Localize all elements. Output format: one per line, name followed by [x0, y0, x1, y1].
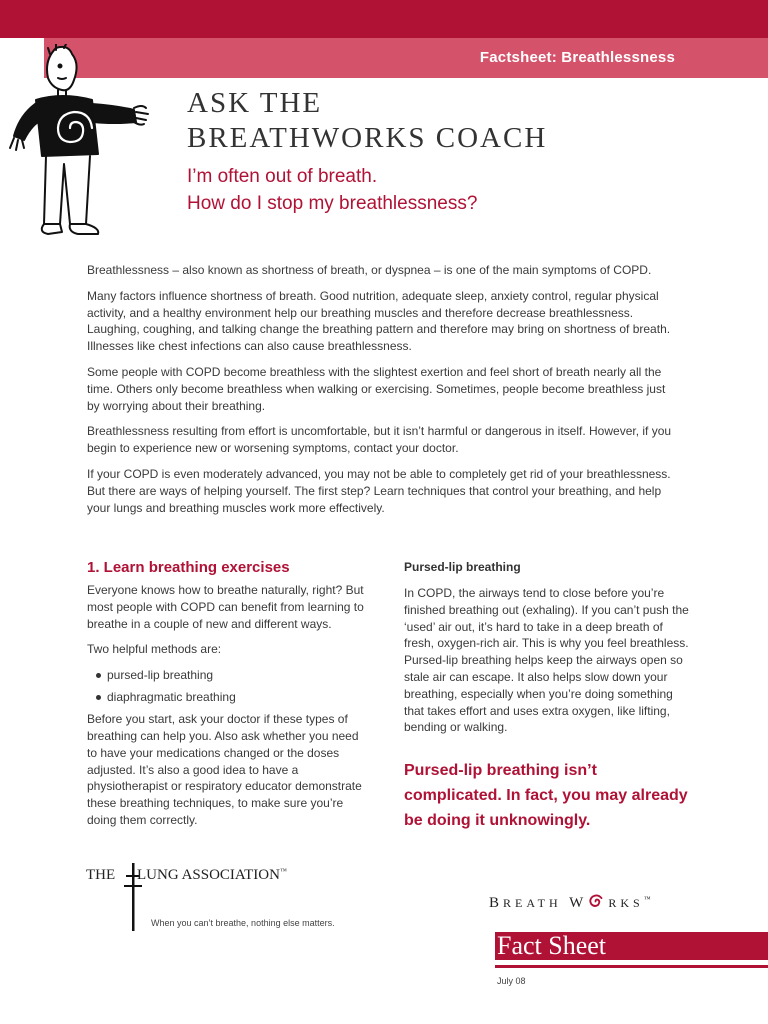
- lung-logo-name-text: LUNG ASSOCIATION: [137, 867, 280, 883]
- lung-logo-tagline: When you can’t breathe, nothing else matters.: [151, 918, 335, 928]
- question-line1: I’m often out of breath.: [187, 166, 378, 187]
- swirl-icon: [587, 893, 604, 910]
- bw-letters: REATH: [503, 896, 562, 910]
- subsection-title: Pursed-lip breathing: [404, 560, 521, 574]
- breathworks-logo: [489, 893, 651, 912]
- section-breathing-exercises: [87, 559, 367, 838]
- intro-paragraph: Breathlessness – also known as shortness of breath, or dyspnea – is one of the main symptoms of COPD.: [87, 263, 652, 277]
- intro-section: [87, 262, 677, 525]
- list-item: diaphragmatic breathing: [87, 689, 367, 705]
- fact-sheet-band: [495, 932, 768, 960]
- bw-letters: RKS: [608, 896, 644, 910]
- methods-list: [87, 667, 367, 705]
- section-paragraph: Everyone knows how to breathe naturally, right? But most people with COPD can benefit from learning to breathe in a couple of new and different ways.: [87, 583, 364, 631]
- fact-sheet-label: Fact Sheet: [497, 931, 607, 960]
- subsection-paragraph: In COPD, the airways tend to close before you’re finished breathing out (exhaling). If you can’t push the ‘used’ air out, it’s hard to take in a deep breath of fresh, oxygen-rich air. This is why you feel breathless. Pursed-lip breathing helps keep the airways open so stale air can escape. It also helps slow down your breathing, especially when you’re doing something that takes effort and uses extra oxygen, like lifting, bending or walking.: [404, 586, 689, 735]
- intro-paragraph: Many factors influence shortness of breath. Good nutrition, adequate sleep, anxiety control, regular physical activity, and a healthy environment help our breathing muscles and therefore decrease breathlessness. Laughing, coughing, and talking change the breathing pattern and therefore may bring on shortness of breath. Illnesses like chest infections can also cause breathlessness.: [87, 288, 671, 354]
- fact-sheet-rule: [495, 965, 768, 968]
- section-title: 1. Learn breathing exercises: [87, 559, 290, 576]
- lung-logo-name: [137, 867, 287, 884]
- section-paragraph: Two helpful methods are:: [87, 642, 222, 657]
- question-line2: How do I stop my breathlessness?: [187, 193, 478, 214]
- callout-quote: Pursed-lip breathing isn’t complicated. In fact, you may already be doing it unknowingly.: [404, 762, 688, 830]
- intro-paragraph: If your COPD is even moderately advanced, you may not be able to completely get rid of your breathlessness. But there are ways of helping yourself. The first step? Learn techniques that control your breathing, and help your lungs and breathing muscles work more effectively.: [87, 466, 671, 515]
- lung-association-logo: [86, 863, 376, 933]
- intro-paragraph: Breathlessness resulting from effort is uncomfortable, but it isn’t harmful or dangerous in itself. However, if you begin to experience new or worsening symptoms, contact your doctor.: [87, 424, 672, 456]
- section-pursed-lip: [404, 560, 694, 833]
- section-paragraph: Before you start, ask your doctor if these types of breathing can help you. Also ask whether you need to have your medications changed or the doses adjusted. It’s also a good idea to have a physiotherapist or respiratory educator demonstrate these breathing techniques, to make sure you’re doing them correctly.: [87, 712, 362, 827]
- coach-illustration-icon: [8, 44, 158, 244]
- page-title-line1: ASK THE: [187, 87, 323, 119]
- bw-letter: W: [569, 895, 588, 911]
- page-title-line2: BREATHWORKS COACH: [187, 122, 548, 154]
- intro-paragraph: Some people with COPD become breathless with the slightest exertion and feel short of breath nearly all the time. Others only become breathless when walking or exercising. Sometimes, people become breathless just by worrying about their breathing.: [87, 364, 666, 413]
- banner-title: Factsheet: Breathlessness: [479, 49, 675, 66]
- lung-logo-trademark: ™: [279, 867, 287, 875]
- list-item: pursed-lip breathing: [87, 667, 367, 683]
- bw-letter: B: [489, 895, 504, 911]
- lung-logo-the: THE: [86, 867, 116, 883]
- bw-trademark: ™: [643, 895, 651, 903]
- top-band: [0, 0, 768, 38]
- publication-date: July 08: [497, 976, 526, 986]
